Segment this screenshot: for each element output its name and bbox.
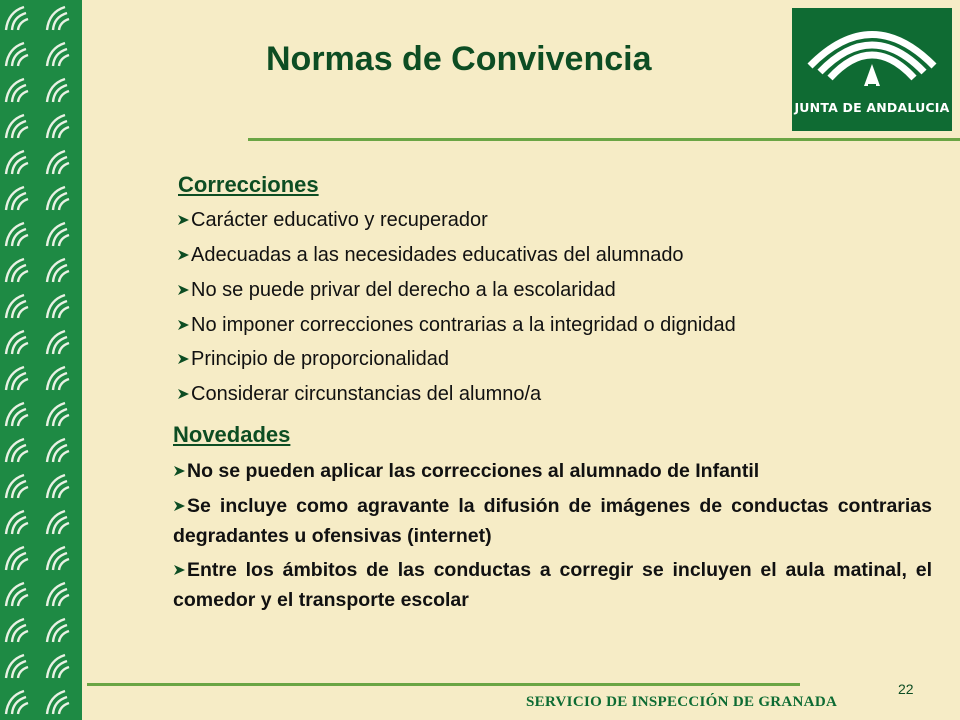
- section-heading-novedades: Novedades: [173, 422, 291, 447]
- list-item: Adecuadas a las necesidades educativas del alumnado: [177, 243, 684, 267]
- list-item: Se incluye como agravante la difusión de imágenes de conductas contrarias degradantes u ofensivas (internet): [173, 495, 932, 547]
- arrow-bullet-icon: [173, 499, 186, 513]
- footer-rule: [87, 683, 800, 686]
- list-item: No imponer correcciones contrarias a la integridad o dignidad: [177, 313, 736, 337]
- title-rule-main: [248, 138, 948, 141]
- title-underline: [948, 138, 960, 141]
- arrow-bullet-icon: [177, 318, 190, 332]
- list-item: No se puede privar del derecho a la escolaridad: [177, 278, 616, 302]
- arrow-bullet-icon: [177, 352, 190, 366]
- list-item: Entre los ámbitos de las conductas a corregir se incluyen el aula matinal, el comedor y el transporte escolar: [173, 559, 932, 611]
- arrow-bullet-icon: [173, 464, 186, 478]
- arrow-bullet-icon: [177, 387, 190, 401]
- slide-title: Normas de Convivencia: [266, 40, 652, 78]
- arrow-bullet-icon: [177, 248, 190, 262]
- logo-text: JUNTA DE ANDALUCIA: [794, 100, 950, 115]
- list-item: No se pueden aplicar las correcciones al alumnado de Infantil: [173, 456, 932, 486]
- list-item: Carácter educativo y recuperador: [177, 208, 488, 232]
- page-number: 22: [898, 681, 914, 697]
- arrow-bullet-icon: [177, 283, 190, 297]
- list-item: Principio de proporcionalidad: [177, 347, 449, 371]
- junta-de-andalucia-logo: [792, 8, 952, 131]
- decorative-stripe: [0, 0, 82, 720]
- arrow-bullet-icon: [177, 213, 190, 227]
- section-heading-correcciones: Correcciones: [178, 172, 319, 197]
- list-item: Considerar circunstancias del alumno/a: [177, 382, 541, 406]
- footer-text: SERVICIO DE INSPECCIÓN DE GRANADA: [526, 694, 838, 710]
- arrow-bullet-icon: [173, 563, 186, 577]
